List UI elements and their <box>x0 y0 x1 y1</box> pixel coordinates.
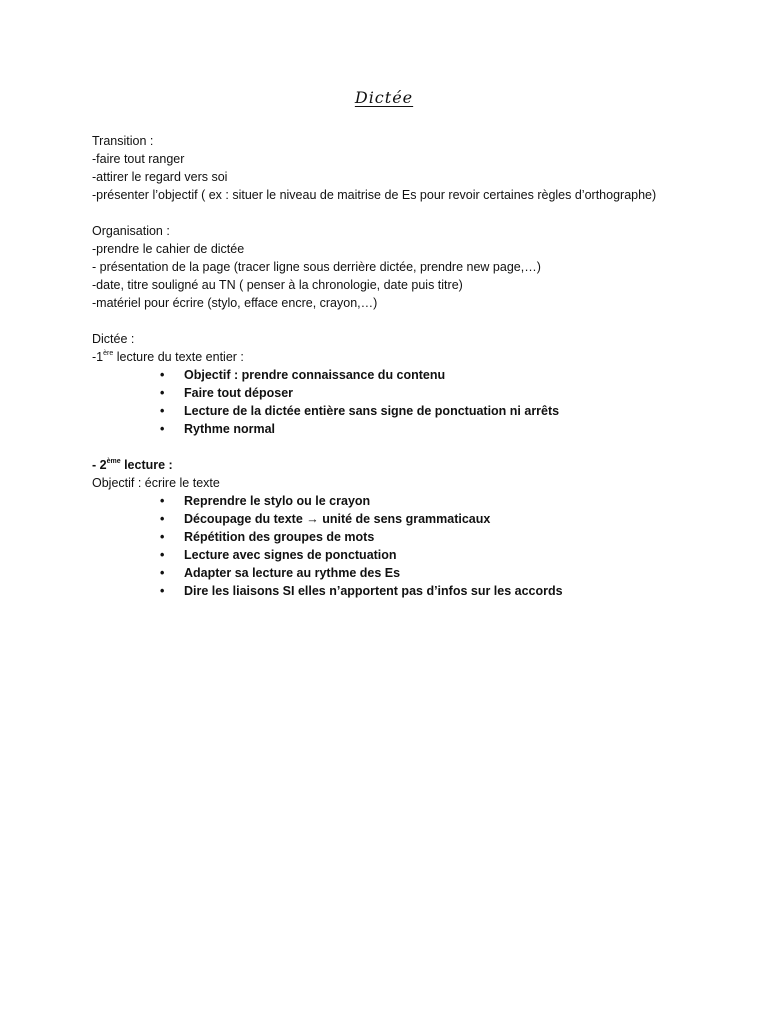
list-item: • Reprendre le stylo ou le crayon <box>92 492 712 510</box>
second-reading-list <box>92 492 712 600</box>
organisation-line: -prendre le cahier de dictée <box>92 242 245 256</box>
first-reading-heading: -1ère lecture du texte entier : <box>92 350 244 364</box>
spacer <box>92 204 712 222</box>
transition-line: -présenter l’objectif ( ex : situer le niveau de maitrise de Es pour revoir certaines règles d’orthographe) <box>92 188 657 202</box>
dictee-heading: Dictée : <box>92 332 135 346</box>
organisation-heading: Organisation : <box>92 224 170 238</box>
spacer <box>92 312 712 330</box>
first-reading-list <box>92 366 712 438</box>
organisation-line: -matériel pour écrire (stylo, efface encre, crayon,…) <box>92 296 378 310</box>
list-item: • Adapter sa lecture au rythme des Es <box>92 564 712 582</box>
list-item: • Découpage du texte → unité de sens grammaticaux <box>92 510 712 528</box>
list-item: • Lecture avec signes de ponctuation <box>92 546 712 564</box>
document-title: Dictée <box>354 88 414 107</box>
spacer <box>92 438 712 456</box>
second-reading-objective: Objectif : écrire le texte <box>92 476 220 490</box>
document-body <box>92 132 712 600</box>
transition-line: -faire tout ranger <box>92 152 185 166</box>
organisation-line: - présentation de la page (tracer ligne sous derrière dictée, prendre new page,…) <box>92 260 541 274</box>
second-reading-heading: - 2ème lecture : <box>92 458 173 472</box>
list-item: • Rythme normal <box>92 420 712 438</box>
list-item: • Dire les liaisons SI elles n’apportent pas d’infos sur les accords <box>92 582 712 600</box>
transition-line: -attirer le regard vers soi <box>92 170 228 184</box>
list-item: • Faire tout déposer <box>92 384 712 402</box>
organisation-line: -date, titre souligné au TN ( penser à la chronologie, date puis titre) <box>92 278 463 292</box>
list-item: • Objectif : prendre connaissance du contenu <box>92 366 712 384</box>
list-item: • Lecture de la dictée entière sans signe de ponctuation ni arrêts <box>92 402 712 420</box>
list-item: • Répétition des groupes de mots <box>92 528 712 546</box>
transition-heading: Transition : <box>92 134 154 148</box>
